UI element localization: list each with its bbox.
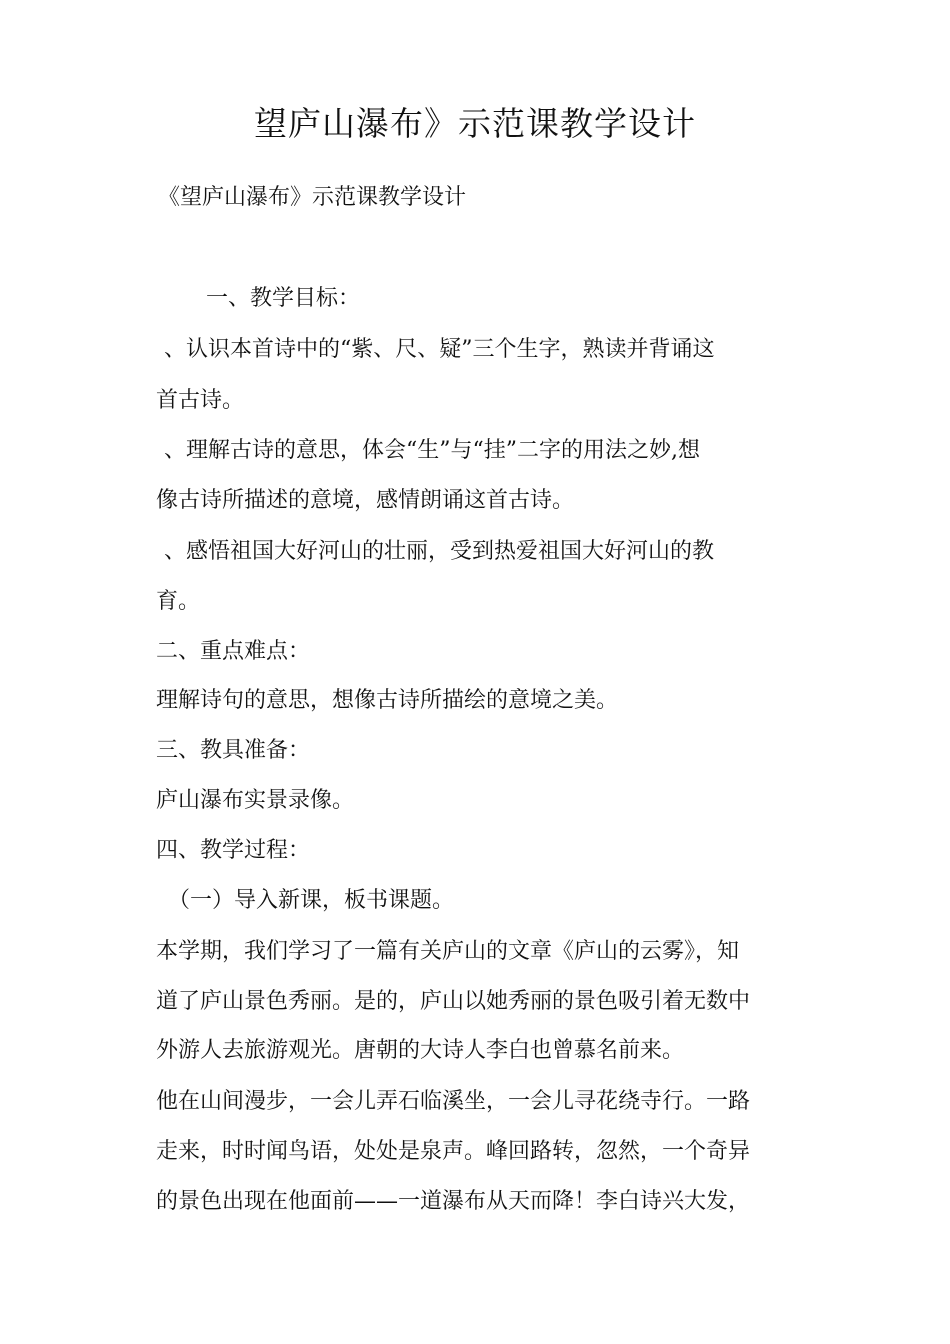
process-step-1-heading: （一）导入新课，板书课题。 <box>168 888 455 913</box>
paragraph-line: 道了庐山景色秀丽。是的，庐山以她秀丽的景色吸引着无数中 <box>156 989 751 1014</box>
section-heading-objectives: 一、教学目标： <box>206 286 361 311</box>
paragraph-line: 的景色出现在他面前——一道瀑布从天而降！李白诗兴大发， <box>156 1189 751 1214</box>
key-points-text: 理解诗句的意思，想像古诗所描绘的意境之美。 <box>156 688 619 713</box>
section-heading-process: 四、教学过程： <box>156 838 311 863</box>
objective-1-line-1: 、认识本首诗中的“紫、尺、疑”三个生字，熟读并背诵这 <box>164 337 715 362</box>
objective-3-line-2: 育。 <box>156 589 201 614</box>
section-heading-materials: 三、教具准备： <box>156 738 311 763</box>
paragraph-line: 外游人去旅游观光。唐朝的大诗人李白也曾慕名前来。 <box>156 1038 685 1063</box>
objective-3-line-1: 、感悟祖国大好河山的壮丽，受到热爱祖国大好河山的教 <box>164 539 715 564</box>
section-heading-key-points: 二、重点难点： <box>156 639 311 664</box>
paragraph-line: 他在山间漫步，一会儿弄石临溪坐，一会儿寻花绕寺行。一路 <box>156 1089 751 1114</box>
paragraph-line: 本学期，我们学习了一篇有关庐山的文章《庐山的云雾》，知 <box>156 939 740 964</box>
materials-text: 庐山瀑布实景录像。 <box>156 788 355 813</box>
objective-2-line-1: 、理解古诗的意思，体会“生”与“挂”二字的用法之妙,想 <box>164 438 700 463</box>
objective-1-line-2: 首古诗。 <box>156 388 245 413</box>
document-subtitle: 《望庐山瀑布》示范课教学设计 <box>158 185 467 210</box>
objective-2-line-2: 像古诗所描述的意境，感情朗诵这首古诗。 <box>156 488 575 513</box>
document-title: 望庐山瀑布》示范课教学设计 <box>254 104 696 143</box>
paragraph-line: 走来，时时闻鸟语，处处是泉声。峰回路转，忽然，一个奇异 <box>156 1139 751 1164</box>
